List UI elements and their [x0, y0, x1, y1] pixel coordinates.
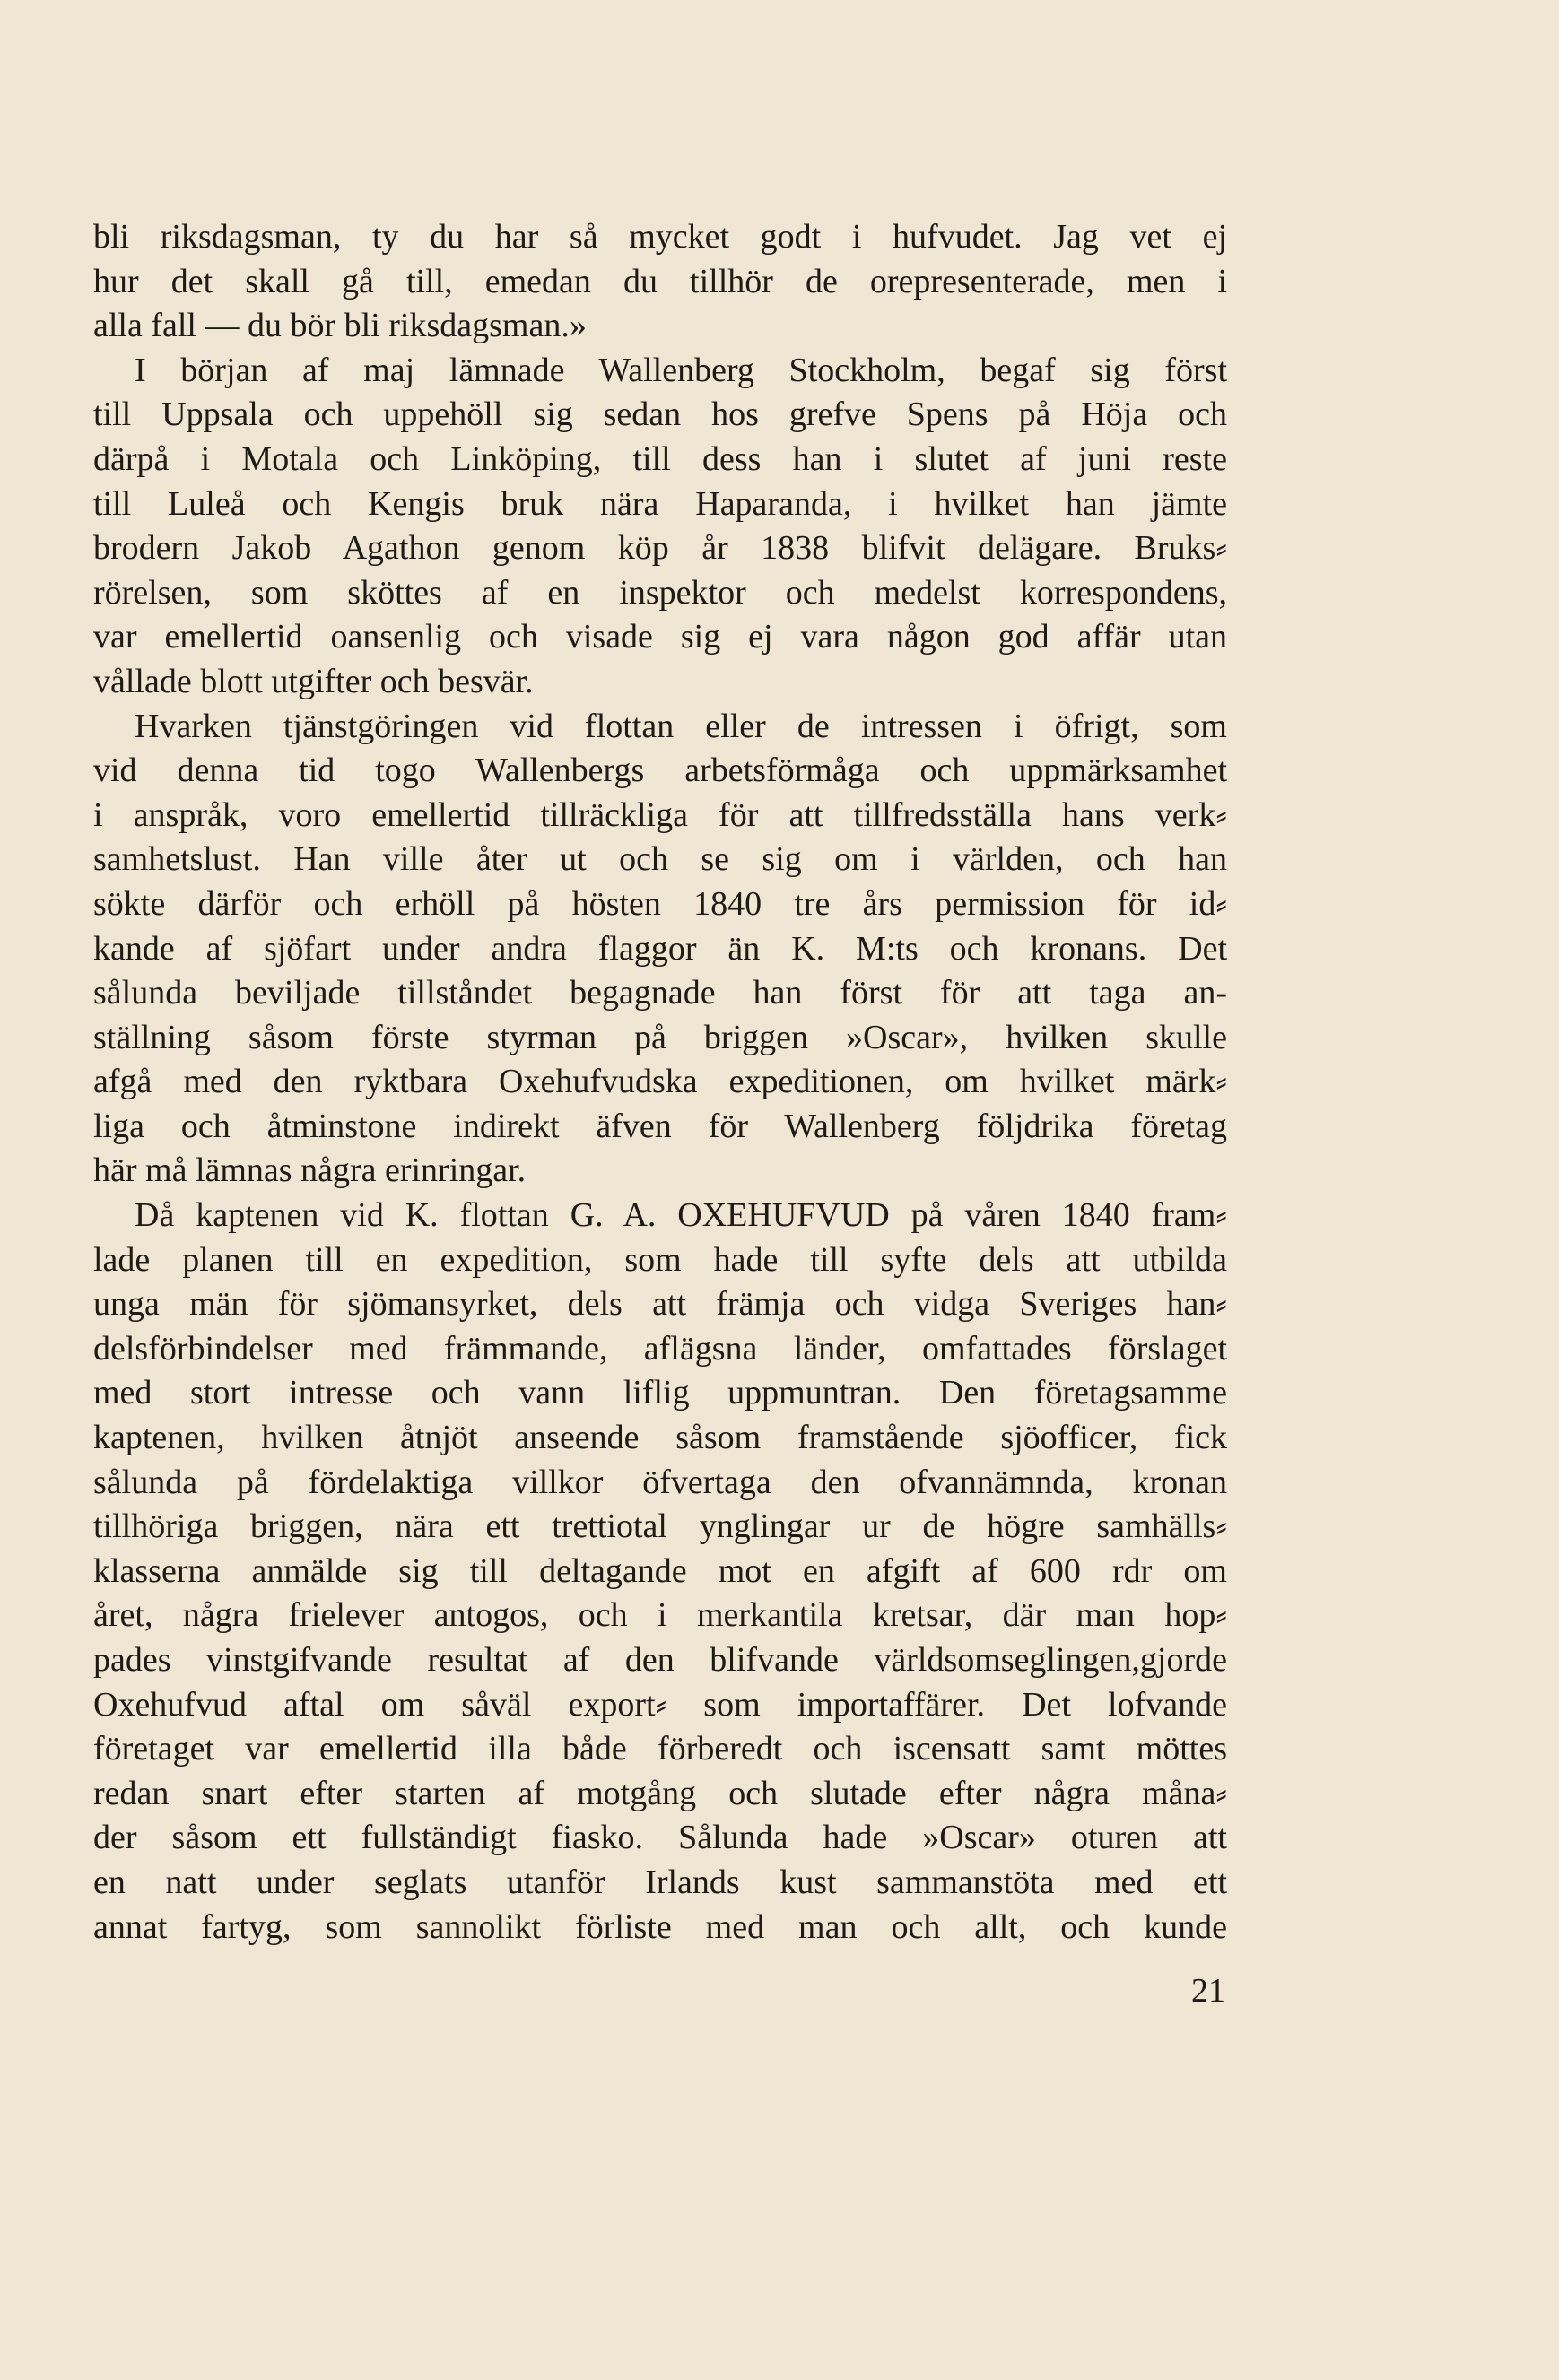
text-line: der såsom ett fullständigt fiasko. Sålunda hade »Oscar» oturen att: [93, 1819, 1227, 1857]
text-line: Hvarken tjänstgöringen vid flottan eller de intressen i öfrigt, som: [135, 707, 1227, 745]
text-line: här må lämnas några erinringar.: [93, 1151, 527, 1190]
text-line: redan snart efter starten af motgång och slutade efter några måna⸗: [93, 1774, 1227, 1812]
text-line: alla fall — du bör bli riksdagsman.»: [93, 307, 587, 345]
text-line: året, några frielever antogos, och i merkantila kretsar, där man hop⸗: [93, 1596, 1227, 1635]
text-line: till Uppsala och uppehöll sig sedan hos grefve Spens på Höja och: [93, 395, 1227, 434]
text-line: vållade blott utgifter och besvär.: [93, 662, 534, 700]
text-line: därpå i Motala och Linköping, till dess han i slutet af juni reste: [93, 439, 1227, 478]
text-line: hur det skall gå till, emedan du tillhör de orepresenterade, men i: [93, 262, 1227, 300]
text-line: sökte därför och erhöll på hösten 1840 tre års permission för id⸗: [93, 884, 1227, 923]
text-line: brodern Jakob Agathon genom köp år 1838 blifvit delägare. Bruks⸗: [93, 529, 1227, 568]
text-line: företaget var emellertid illa både förberedt och iscensatt samt möttes: [93, 1730, 1227, 1768]
text-line: bli riksdagsman, ty du har så mycket godt i hufvudet. Jag vet ej: [93, 218, 1227, 256]
text-line: sålunda på fördelaktiga villkor öfvertaga den ofvannämnda, kronan: [93, 1463, 1227, 1501]
text-line: ställning såsom förste styrman på briggen »Oscar», hvilken skulle: [93, 1018, 1227, 1056]
text-line: till Luleå och Kengis bruk nära Haparanda, i hvilket han jämte: [93, 484, 1227, 523]
text-line: pades vinstgifvande resultat af den blifvande världsomseglingen,gjorde: [93, 1641, 1227, 1679]
text-line: liga och åtminstone indirekt äfven för Wallenberg följdrika företag: [93, 1107, 1227, 1145]
text-line: I början af maj lämnade Wallenberg Stockholm, begaf sig först: [135, 351, 1227, 389]
text-line: kande af sjöfart under andra flaggor än K. M:ts och kronans. Det: [93, 929, 1227, 968]
body-text: [93, 215, 1227, 1950]
text-line: rörelsen, som sköttes af en inspektor och medelst korrespondens,: [93, 573, 1227, 612]
text-line: unga män för sjömansyrket, dels att främja och vidga Sveriges han⸗: [93, 1285, 1227, 1324]
page-number: 21: [1191, 1972, 1225, 2010]
text-line: lade planen till en expedition, som hade till syfte dels att utbilda: [93, 1240, 1227, 1279]
text-line: klasserna anmälde sig till deltagande mot en afgift af 600 rdr om: [93, 1551, 1227, 1590]
text-line: delsförbindelser med främmande, aflägsna länder, omfattades förslaget: [93, 1329, 1227, 1368]
text-line: afgå med den ryktbara Oxehufvudska expeditionen, om hvilket märk⸗: [93, 1063, 1227, 1101]
text-line: tillhöriga briggen, nära ett trettiotal ynglingar ur de högre samhälls⸗: [93, 1507, 1227, 1546]
text-line: med stort intresse och vann liflig uppmuntran. Den företagsamme: [93, 1374, 1227, 1412]
text-line: vid denna tid togo Wallenbergs arbetsförmåga och uppmärksamhet: [93, 751, 1227, 790]
text-line: sålunda beviljade tillståndet begagnade han först för att taga an-: [93, 974, 1227, 1012]
text-line: annat fartyg, som sannolikt förliste med man och allt, och kunde: [93, 1907, 1227, 1946]
text-line: i anspråk, voro emellertid tillräckliga för att tillfredsställa hans verk⸗: [93, 795, 1227, 834]
text-line: kaptenen, hvilken åtnjöt anseende såsom framstående sjöofficer, fick: [93, 1419, 1227, 1457]
text-line: var emellertid oansenlig och visade sig ej vara någon god affär utan: [93, 618, 1227, 656]
text-line: en natt under seglats utanför Irlands kust sammanstöta med ett: [93, 1863, 1227, 1901]
text-line: samhetslust. Han ville åter ut och se sig om i världen, och han: [93, 840, 1227, 879]
text-line: Då kaptenen vid K. flottan G. A. OXEHUFVUD på våren 1840 fram⸗: [135, 1196, 1227, 1235]
text-line: Oxehufvud aftal om såväl export⸗ som importaffärer. Det lofvande: [93, 1685, 1227, 1724]
